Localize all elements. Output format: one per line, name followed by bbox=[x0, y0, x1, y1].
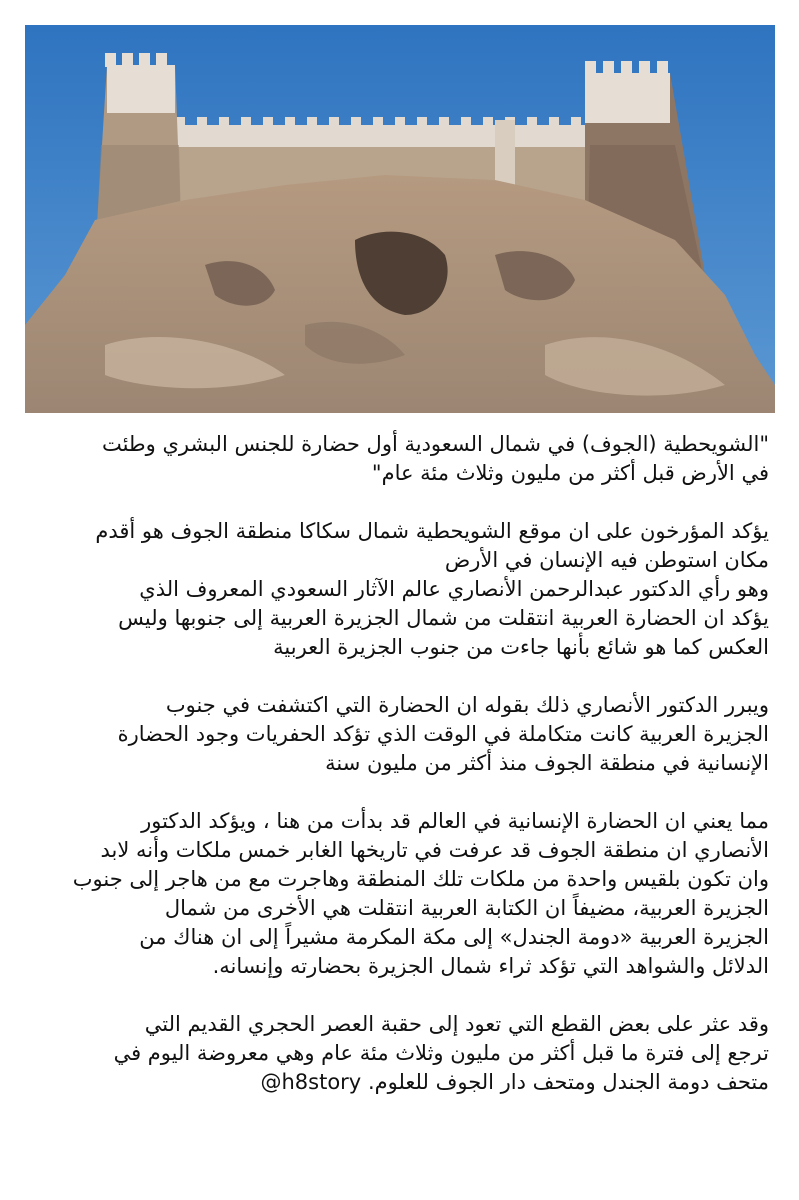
closing-line bbox=[30, 1068, 769, 1097]
headline-line: "الشويحطية (الجوف) في شمال السعودية أول حضارة للجنس البشري وطئت bbox=[101, 432, 769, 456]
text-line: الجزيرة العربية كانت متكاملة في الوقت الذي تؤكد الحفريات وجود الحضارة bbox=[117, 722, 769, 746]
fort-photo bbox=[25, 25, 775, 413]
headline bbox=[30, 430, 769, 488]
text-line: وان تكون بلقيس واحدة من ملكات تلك المنطقة وهاجرت مع من هاجر إلى جنوب bbox=[72, 867, 769, 891]
article bbox=[30, 430, 769, 1126]
text-line: وقد عثر على بعض القطع التي تعود إلى حقبة العصر الحجري القديم التي bbox=[144, 1012, 769, 1036]
text-line: يؤكد ان الحضارة العربية انتقلت من شمال الجزيرة العربية إلى جنوبها وليس bbox=[118, 606, 769, 630]
paragraph-3 bbox=[30, 807, 769, 981]
fort-on-rock-illustration bbox=[25, 25, 775, 413]
text-line: الأنصاري ان منطقة الجوف قد عرفت في تاريخها الغابر خمس ملكات وأنه لابد bbox=[100, 838, 769, 862]
text-line: ويبرر الدكتور الأنصاري ذلك بقوله ان الحضارة التي اكتشفت في جنوب bbox=[165, 693, 769, 717]
closing-line-text: متحف دومة الجندل ومتحف دار الجوف للعلوم. bbox=[367, 1070, 769, 1094]
text-line: العكس كما هو شائع بأنها جاءت من جنوب الجزيرة العربية bbox=[273, 635, 769, 659]
text-line: الجزيرة العربية «دومة الجندل» إلى مكة المكرمة مشيراً إلى ان هناك من bbox=[139, 925, 769, 949]
text-line: الإنسانية في منطقة الجوف منذ أكثر من مليون سنة bbox=[325, 751, 769, 775]
text-line: يؤكد المؤرخون على ان موقع الشويحطية شمال سكاكا منطقة الجوف هو أقدم bbox=[95, 519, 769, 543]
text-line: وهو رأي الدكتور عبدالرحمن الأنصاري عالم الآثار السعودي المعروف الذي bbox=[139, 577, 769, 601]
text-line: ترجع إلى فترة ما قبل أكثر من مليون وثلاث مئة عام وهي معروضة اليوم في bbox=[113, 1041, 769, 1065]
left-tower bbox=[97, 53, 181, 225]
paragraph-1 bbox=[30, 517, 769, 662]
headline-line: في الأرض قبل أكثر من مليون وثلاث مئة عام" bbox=[371, 461, 769, 485]
text-line: مكان استوطن فيه الإنسان في الأرض bbox=[444, 548, 769, 572]
author-handle: @h8story bbox=[260, 1070, 362, 1094]
text-line: الدلائل والشواهد التي تؤكد ثراء شمال الجزيرة بحضارته وإنسانه. bbox=[212, 954, 769, 978]
paragraph-2 bbox=[30, 691, 769, 778]
paragraph-4 bbox=[30, 1010, 769, 1097]
text-line: مما يعني ان الحضارة الإنسانية في العالم قد بدأت من هنا ، ويؤكد الدكتور bbox=[141, 809, 769, 833]
text-line: الجزيرة العربية، مضيفاً ان الكتابة العربية انتقلت هي الأخرى من شمال bbox=[164, 896, 769, 920]
